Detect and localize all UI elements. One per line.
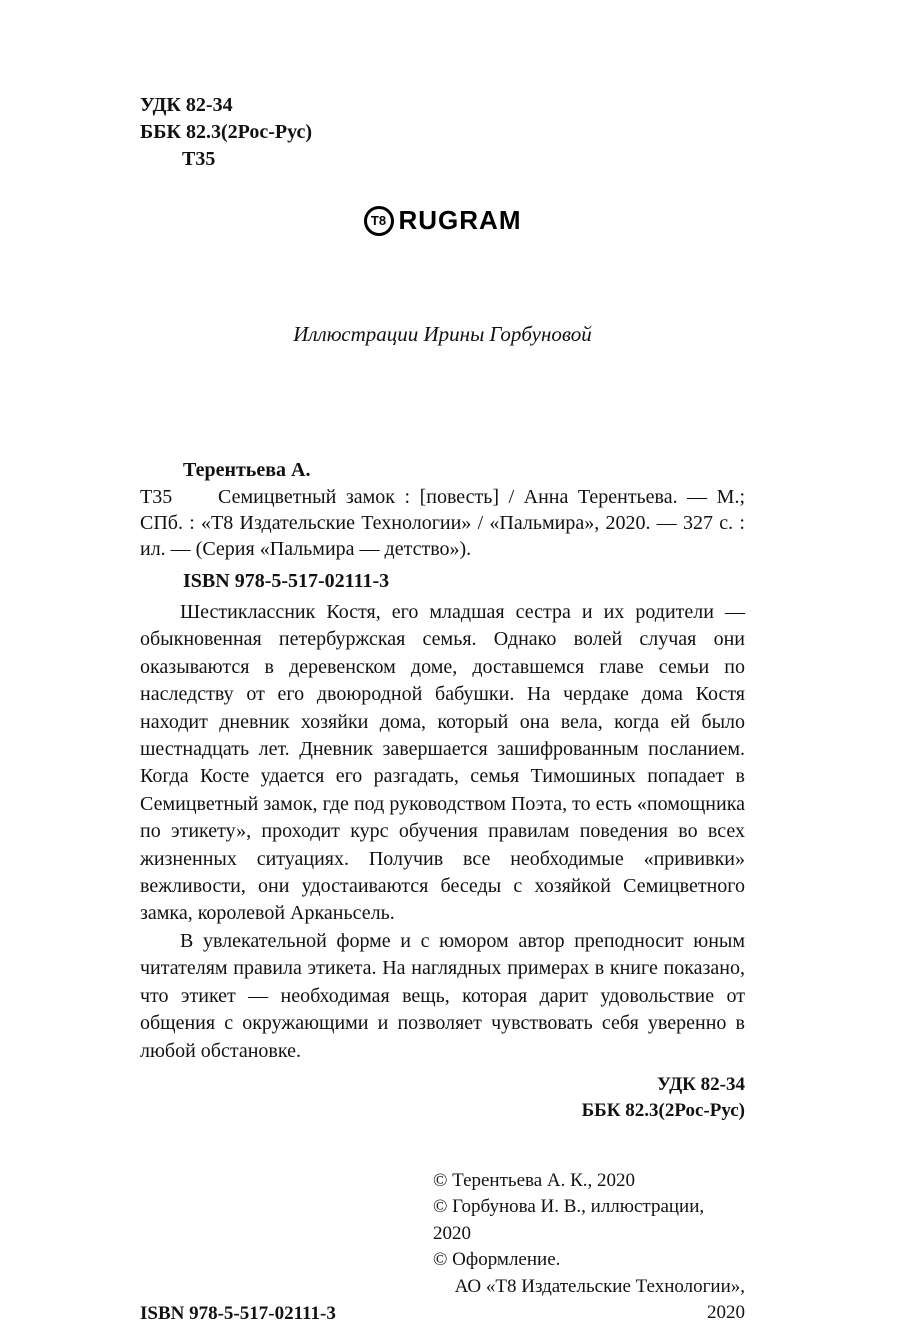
bottom-classification-codes (140, 1072, 745, 1124)
t8-logo-icon: Т8 (364, 206, 394, 236)
bottom-row (140, 1168, 745, 1327)
isbn-bottom: ISBN 978-5-517-02111-3 (140, 1302, 336, 1324)
bbk-code-top: ББК 82.3(2Рос-Рус) (140, 121, 313, 143)
copyright-author: © Терентьева А. К., 2020 (433, 1169, 636, 1191)
annotation-paragraph-1: Шестиклассник Костя, его младшая сестра и их родители — обыкновенная петербуржская семья. Однако волей случая они оказываются в деревенском доме, доставшемся главе семьи по наследству от его двоюродной бабушки. На чердаке дома Костя находит дневник хозяйки дома, который она вела, когда ей было шестнадцать лет. Дневник завершается зашифрованным посланием. Когда Косте удается его разгадать, семья Тимошиных попадает в Семицветный замок, где под руководством Поэта, то есть «помощника по этикету», проходит курс обучения правилам поведения во всех жизненных ситуациях. Получив все необходимые «прививки» вежливости, они удостаиваются беседы с хозяйкой Семицветного замка, королевой Арканьсель. (140, 601, 745, 925)
copyright-illustrator: © Горбунова И. В., иллюстрации, 2020 (433, 1196, 705, 1244)
udk-code-bottom: УДК 82-34 (657, 1073, 745, 1095)
illustrations-credit: Иллюстрации Ирины Горбуновой (293, 322, 592, 346)
isbn-biblio: ISBN 978-5-517-02111-3 (183, 570, 390, 592)
book-code-margin: Т35 (140, 486, 173, 508)
publisher-copyright: АО «Т8 Издательские Технологии», 2020 (454, 1275, 745, 1324)
author-name: Терентьева А. (183, 459, 311, 481)
publisher-logo (140, 205, 745, 236)
annotation-block (140, 599, 745, 1065)
udk-code-top: УДК 82-34 (140, 94, 233, 116)
top-classification-codes (140, 92, 745, 173)
bibliographic-entry (140, 484, 745, 562)
bbk-code-bottom: ББК 82.3(2Рос-Рус) (581, 1099, 745, 1121)
bibliographic-block (140, 457, 745, 594)
copyright-design: © Оформление. (433, 1249, 561, 1271)
annotation-paragraph-2: В увлекательной форме и с юмором автор преподносит юным читателям правила этикета. На наглядных примерах в книге показано, что этикет — необходимая вещь, которая дарит удовольствие от общения с окружающими и позволяет чувствовать себя уверенно в любой обстановке. (140, 929, 745, 1062)
bibliographic-description: Семицветный замок : [повесть] / Анна Терентьева. — М.; СПб. : «Т8 Издательские Технологии» / «Пальмира», 2020. — 327 с. : ил. — (Серия «Пальмира — детство»). (140, 486, 745, 560)
rugram-logo-text: RUGRAM (398, 205, 522, 235)
copyright-block (433, 1168, 745, 1327)
book-code-top: Т35 (182, 148, 216, 170)
